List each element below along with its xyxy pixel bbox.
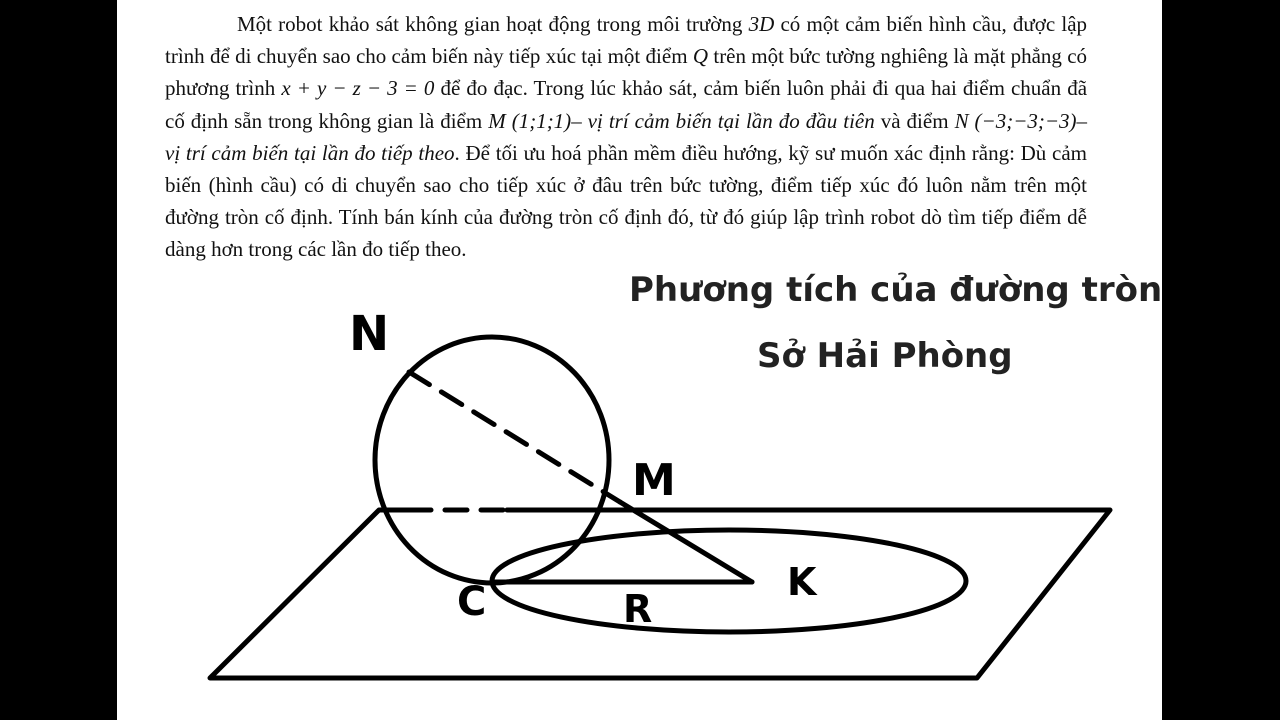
overlay-title: Phương tích của đường tròn — [629, 270, 1162, 310]
problem-seg1: Một robot khảo sát không gian hoạt động trong môi trường — [237, 12, 743, 36]
label-r: R — [623, 587, 653, 631]
problem-seg2: có một cảm biến hình cầu, được lập trình để di chuyển sao cho cảm biến này tiếp xúc tại một điểm — [165, 12, 1088, 69]
problem-seg6: . Để tối ưu hoá phần mềm điều hướng, kỹ sư muốn xác định rằng: Dù cảm biến (hình cầu) có di chuyển sao cho tiếp xúc ở đâu trên bức tường, điểm tiếp xúc đó luôn nằm trên một đường tròn cố định. Tính bán kính của đường tròn cố định đó, từ đó giúp lập trình robot dò tìm tiếp điểm dễ dàng hơn trong các lần đo tiếp theo. — [165, 140, 1088, 262]
math-plane-equation: x + y − z − 3 = 0 — [281, 76, 435, 101]
document-page — [117, 0, 1162, 720]
problem-seg5: và điểm — [880, 108, 949, 133]
problem-italic-1: – vị trí cảm biến tại lần đo đầu tiên — [571, 108, 875, 133]
overlay-subtitle: Sở Hải Phòng — [757, 336, 1013, 376]
problem-seg3: trên một bức tường nghiêng là mặt phẳng có phương trình — [165, 44, 1088, 101]
problem-italic-2: – vị trí cảm biến tại lần đo tiếp theo — [165, 108, 1088, 165]
math-point-n: N (−3;−3;−3) — [954, 108, 1077, 133]
plane-shape — [210, 510, 1110, 678]
label-k: K — [787, 560, 817, 604]
math-point-m: M (1;1;1) — [488, 108, 572, 133]
math-3d: 3D — [748, 12, 775, 36]
label-n: N — [349, 306, 390, 362]
geometry-diagram — [117, 0, 1162, 720]
problem-seg4: để đo đạc. Trong lúc khảo sát, cảm biến luôn phải đi qua hai điểm chuẩn đã cố định sẵn trong không gian là điểm — [165, 76, 1088, 133]
math-q: Q — [692, 44, 709, 69]
line-m-k — [620, 502, 752, 582]
label-c: C — [457, 579, 487, 625]
label-m: M — [632, 455, 676, 506]
